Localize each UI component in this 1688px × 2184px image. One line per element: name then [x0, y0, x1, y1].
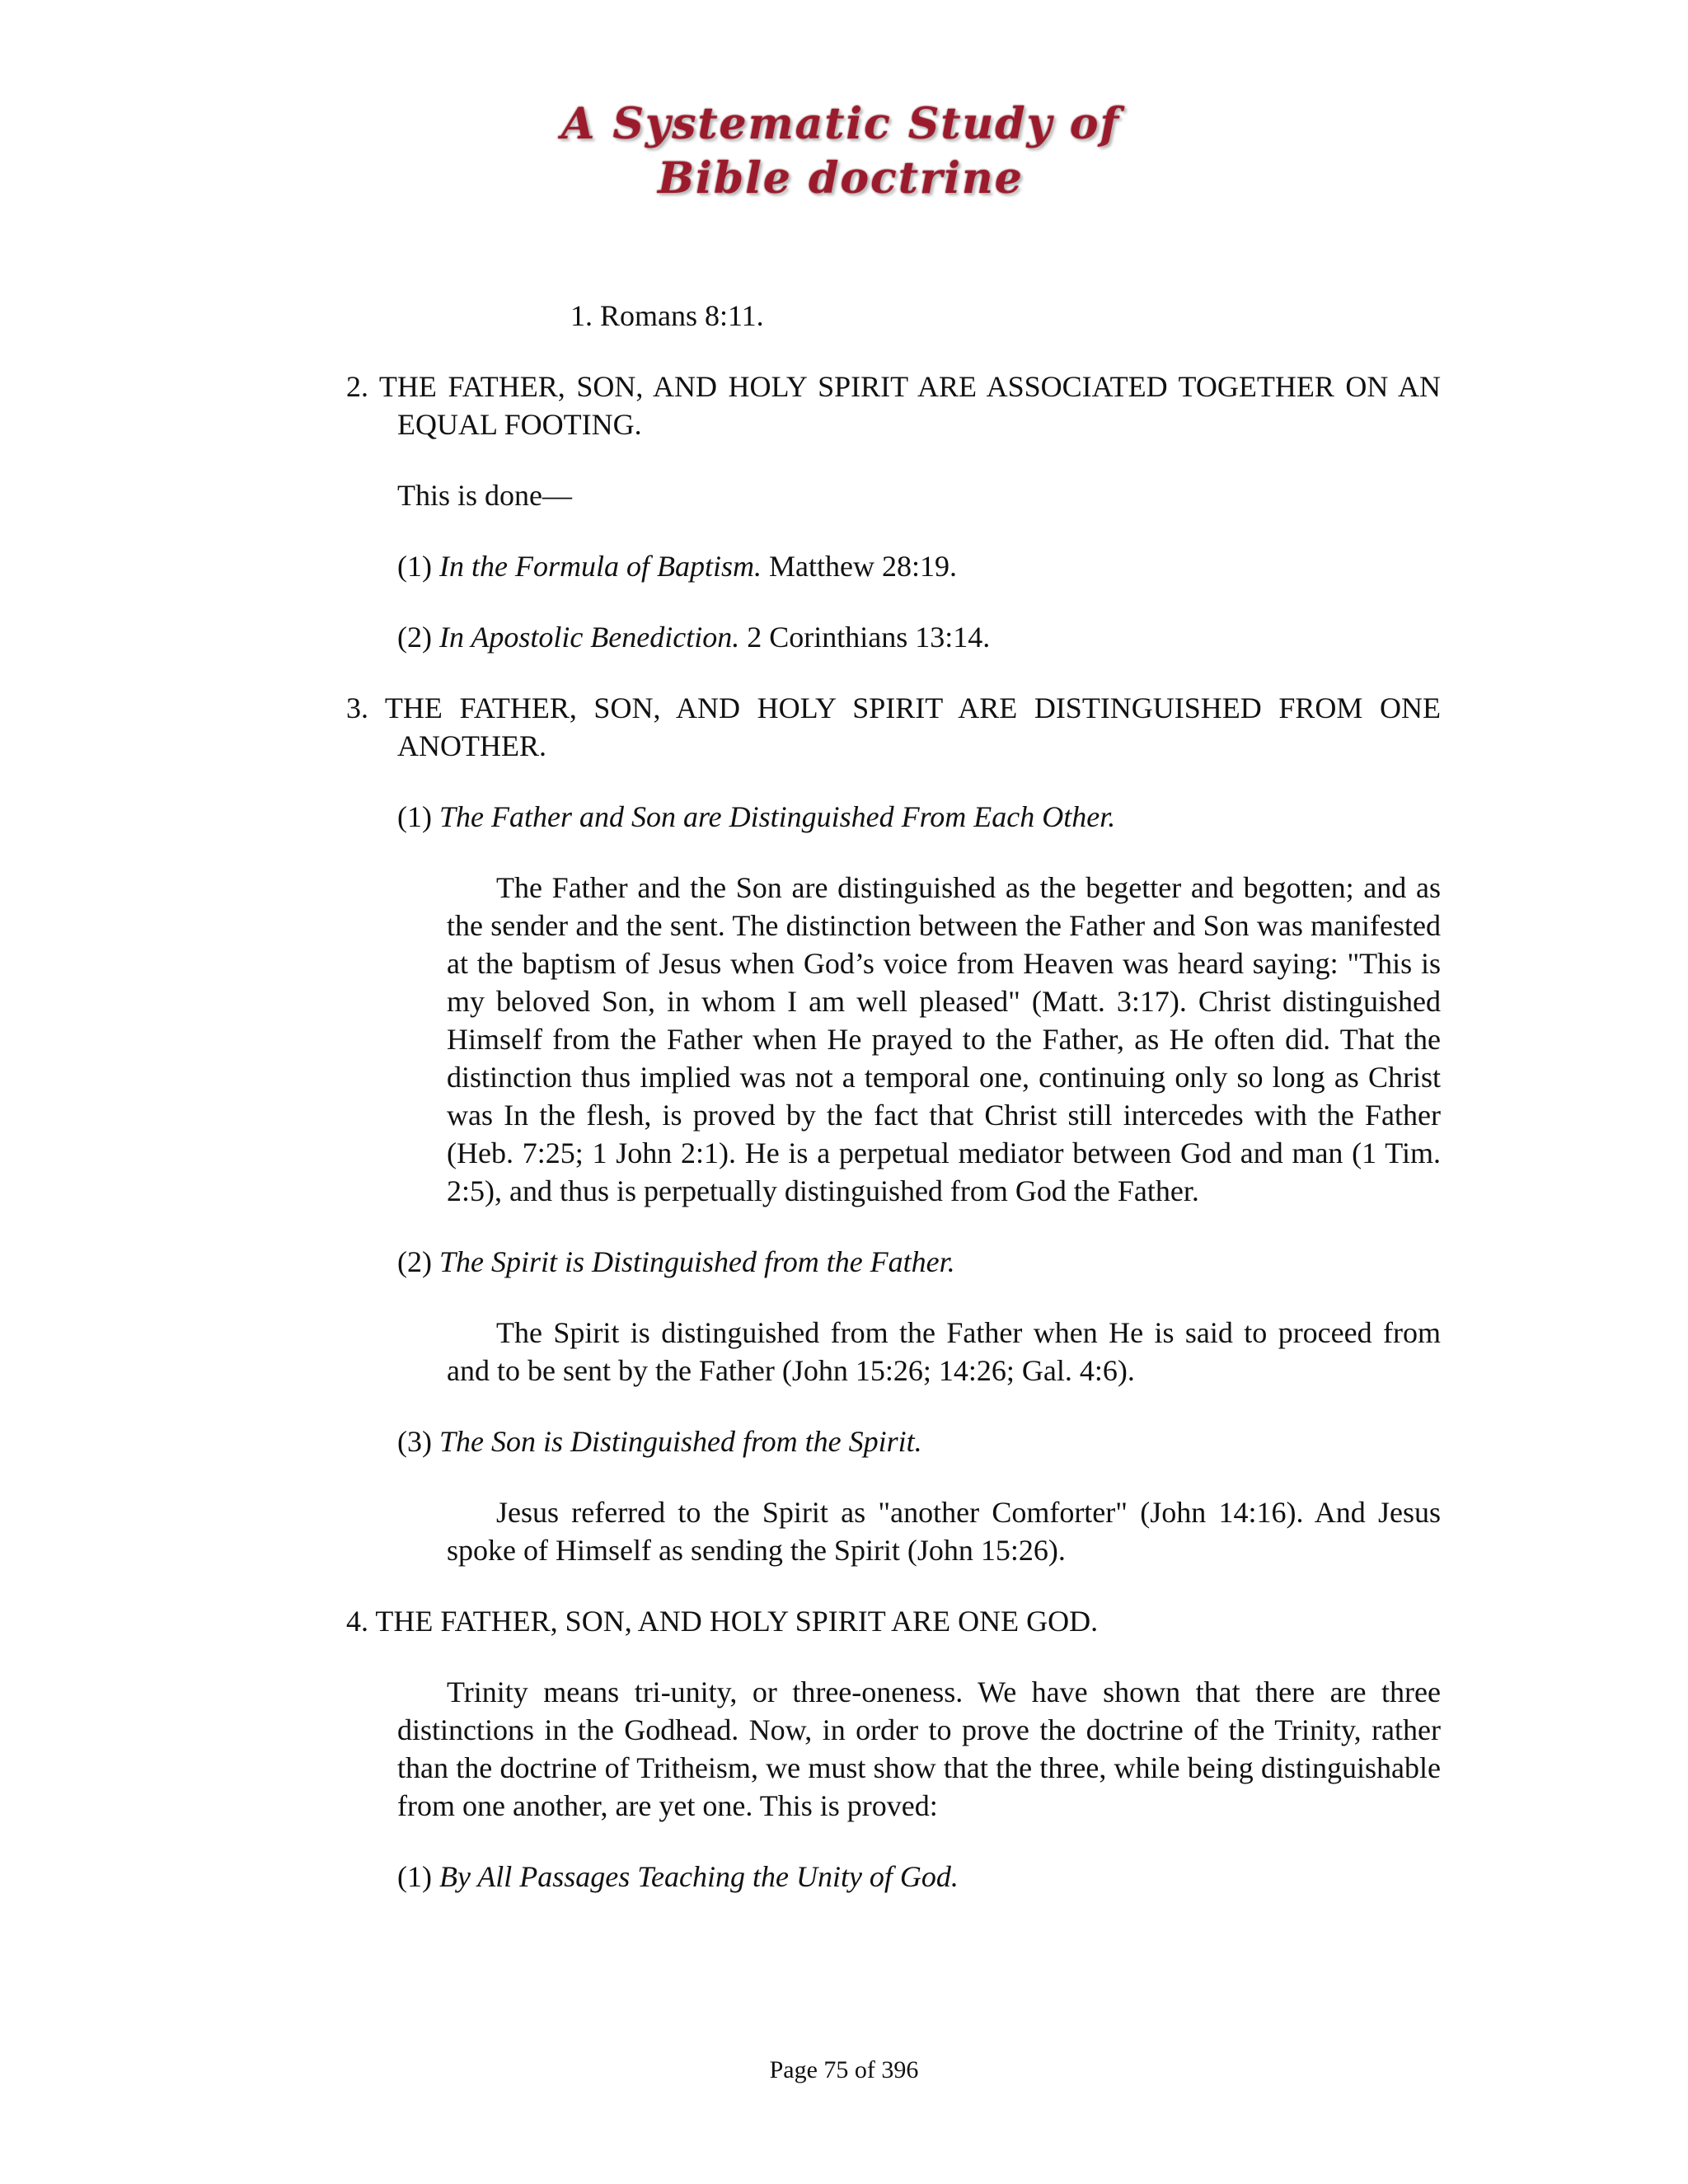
- section-3-item-3-body: Jesus referred to the Spirit as "another Comforter" (John 14:16). And Jesus spoke of Himself as sending the Spirit (John 15:26).: [447, 1496, 1441, 1567]
- logo-title-line-1: A Systematic Study of: [561, 99, 1120, 149]
- item-title: The Father and Son are Distinguished From Each Other.: [438, 800, 1116, 833]
- item-number: (2): [397, 1245, 439, 1278]
- item-number: (1): [397, 550, 439, 583]
- item-number: (1): [397, 800, 439, 833]
- section-2-item-2: [397, 618, 1441, 656]
- section-3-item-2-body: The Spirit is distinguished from the Father when He is said to proceed from and to be sent by the Father (John 15:26; 14:26; Gal. 4:6).: [447, 1316, 1441, 1387]
- item-number: (1): [397, 1860, 439, 1893]
- section-3-heading: 3. THE FATHER, SON, AND HOLY SPIRIT ARE DISTINGUISHED FROM ONE ANOTHER.: [346, 691, 1441, 762]
- section-3-item-1-body: The Father and the Son are distinguished as the begetter and begotten; and as the sender and the sent. The distinction between the Father and Son was manifested at the baptism of Jesus when God’s voice from Heaven was heard saying: "This is my beloved Son, in whom I am well pleased" (Matt. 3:17). Christ distinguished Himself from the Father when He prayed to the Father, as He often did. That the distinction thus implied was not a temporal one, continuing only so long as Christ was In the flesh, is proved by the fact that Christ still intercedes with the Father (Heb. 7:25; 1 John 2:1). He is a perpetual mediator between God and man (1 Tim. 2:5), and thus is perpetually distinguished from God the Father.: [447, 871, 1441, 1207]
- item-number: (2): [397, 621, 439, 654]
- section-4-body: Trinity means tri-unity, or three-oneness. We have shown that there are three distinctions in the Godhead. Now, in order to prove the doctrine of the Trinity, rather than the doctrine of Tritheism, we must show that the three, while being distinguishable from one another, are yet one. This is proved:: [397, 1675, 1441, 1822]
- section-3-item-3: [397, 1422, 1441, 1460]
- page-body: [346, 297, 1441, 1929]
- book-title-logo: [528, 97, 1154, 221]
- section-2-heading: 2. THE FATHER, SON, AND HOLY SPIRIT ARE ASSOCIATED TOGETHER ON AN EQUAL FOOTING.: [346, 370, 1441, 441]
- section-3-item-2: [397, 1243, 1441, 1281]
- item-reference: Matthew 28:19.: [761, 550, 957, 583]
- section-2-item-1: [397, 547, 1441, 585]
- item-reference: 2 Corinthians 13:14.: [739, 621, 991, 654]
- item-title: In Apostolic Benediction.: [438, 621, 740, 654]
- item-number: (3): [397, 1425, 439, 1458]
- item-title: The Spirit is Distinguished from the Father.: [438, 1245, 955, 1278]
- item-title: In the Formula of Baptism.: [438, 550, 762, 583]
- section-2-intro: This is done—: [397, 479, 572, 512]
- item-title: The Son is Distinguished from the Spirit.: [438, 1425, 922, 1458]
- section-4-item-1: [397, 1858, 1441, 1896]
- scripture-reference: 1. Romans 8:11.: [570, 299, 764, 332]
- section-3-item-1: [397, 798, 1441, 836]
- page-number: Page 75 of 396: [769, 2056, 919, 2083]
- item-title: By All Passages Teaching the Unity of God.: [438, 1860, 959, 1893]
- logo-title-line-2: Bible doctrine: [658, 153, 1024, 204]
- section-4-heading: 4. THE FATHER, SON, AND HOLY SPIRIT ARE ONE GOD.: [346, 1605, 1099, 1638]
